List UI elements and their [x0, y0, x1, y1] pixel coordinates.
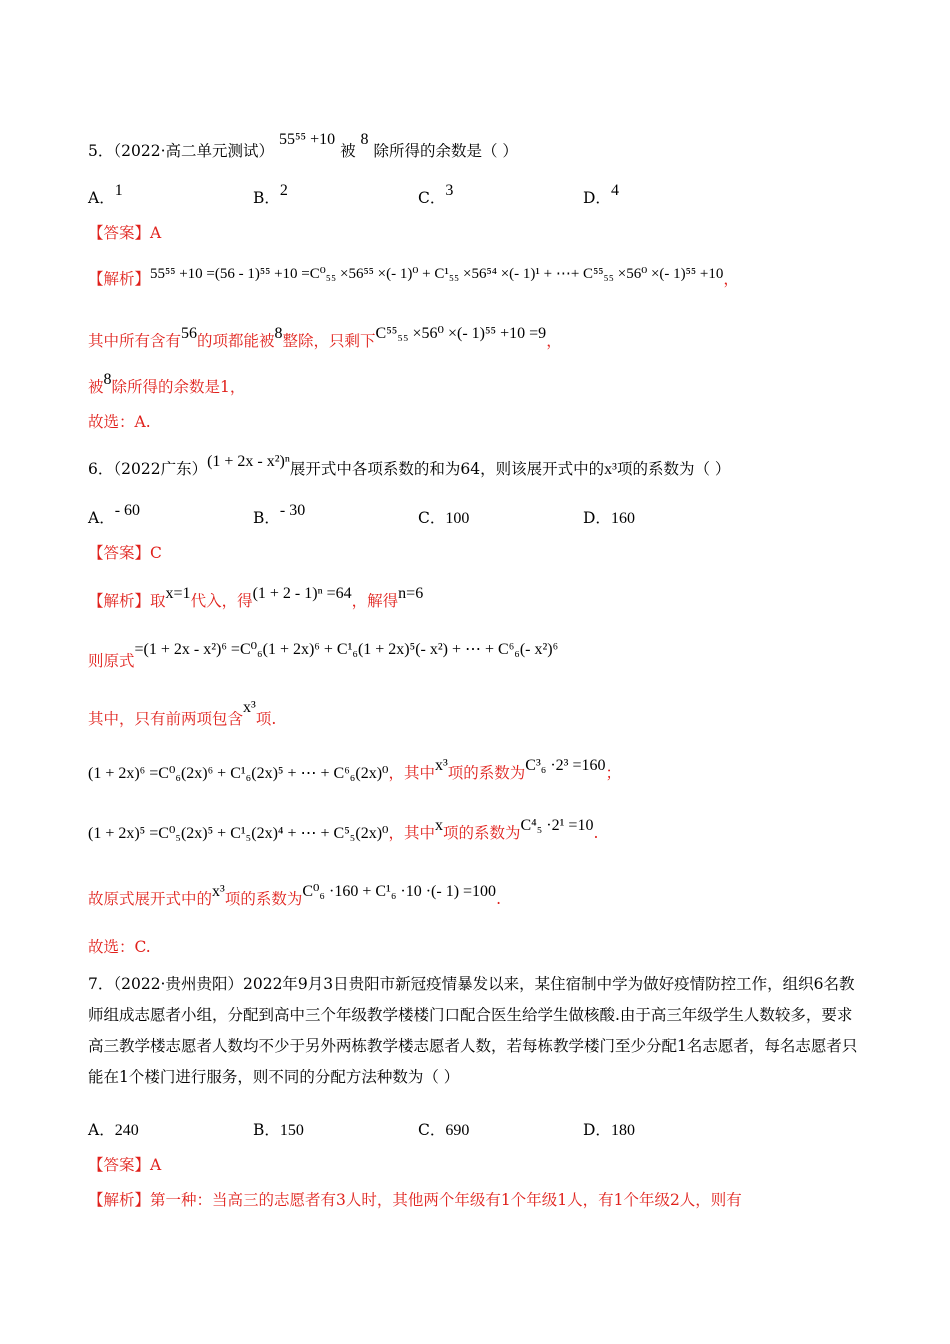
q7-stem: 7．（2022·贵州贵阳）2022年9月3日贵阳市新冠疫情暴发以来，某住宿制中学为做好疫情防控工作，组织6名教师组成志愿者小组，分配到高中三个年级教学楼楼门口配合医生给学生做核酸.由于高三年级学生人数较多，要求高三教学楼志愿者人数均不少于另外两栋教学楼志愿者人数，若每栋教学楼门至少分配1名志愿者，每名志愿者只能在1个楼门进行服务，则不同的分配方法种数为（ ） [88, 975, 858, 1086]
q7-option-c: C．690 [418, 1121, 470, 1139]
q7-option-d: D．180 [583, 1121, 635, 1139]
q6-analysis-line1: 【解析】取x=1代入，得(1 + 2 - 1)ⁿ =64，解得n=6 [88, 585, 424, 610]
q5-analysis-line3: 被8除所得的余数是1， [88, 371, 246, 396]
q5-option-a: A．1 [88, 182, 123, 207]
q5-stem: 5．（2022·高二单元测试） 55⁵⁵ +10 被 8 除所得的余数是（ ） [88, 131, 518, 160]
q6-option-a: A．- 60 [88, 502, 141, 527]
q6-stem: 6．（2022广东）(1 + 2x - x²)ⁿ展开式中各项系数的和为64，则该展开式中的x³项的系数为（ ） [88, 453, 731, 478]
q5-analysis-line2: 其中所有含有56的项都能被8整除，只剩下C⁵⁵₅₅ ×56⁰ ×(- 1)⁵⁵ +10 =9， [88, 325, 562, 350]
q7-option-a: A．240 [88, 1121, 139, 1139]
q6-analysis-line2: 则原式=(1 + 2x - x²)⁶ =C⁰₆(1 + 2x)⁶ + C¹₆(1 + 2x)⁵(- x²) + ⋯ + C⁶₆(- x²)⁶ [88, 641, 559, 670]
q6-analysis-line6: 故原式展开式中的x³项的系数为C⁰₆ ·160 + C¹₆ ·10 ·(- 1) =100. [88, 883, 501, 908]
q6-analysis-line5: (1 + 2x)⁵ =C⁰₅(2x)⁵ + C¹₅(2x)⁴ + ⋯ + C⁵₅(2x)⁰，其中x项的系数为C⁴₅ ·2¹ =10. [88, 817, 599, 842]
q5-option-d: D．4 [583, 182, 619, 207]
q6-option-c: C．100 [418, 509, 470, 527]
q7-analysis: 【解析】第一种：当高三的志愿者有3人时，其他两个年级有1个年级1人，有1个年级2人，则有 [88, 1191, 742, 1209]
q5-expr: 55⁵⁵ +10 [278, 131, 336, 148]
q6-option-b: B．- 30 [253, 502, 306, 527]
q5-answer: 【答案】A [88, 224, 162, 242]
q6-option-d: D．160 [583, 509, 635, 527]
q6-analysis-line3: 其中，只有前两项包含x³项. [88, 699, 277, 728]
q5-option-b: B．2 [253, 182, 288, 207]
q5-conclusion: 故选：A. [88, 413, 151, 431]
q7-answer: 【答案】A [88, 1156, 162, 1174]
q6-answer: 【答案】C [88, 544, 162, 562]
q6-analysis-line4: (1 + 2x)⁶ =C⁰₆(2x)⁶ + C¹₆(2x)⁵ + ⋯ + C⁶₆(2x)⁰，其中x³项的系数为C³₆ ·2³ =160； [88, 757, 621, 782]
q6-expr: (1 + 2x - x²)ⁿ [207, 453, 290, 470]
q5-analysis: 【解析】55⁵⁵ +10 =(56 - 1)⁵⁵ +10 =C⁰₅₅ ×56⁵⁵ ×(- 1)⁰ + C¹₅₅ ×56⁵⁴ ×(- 1)¹ + ⋯+ C⁵⁵₅₅ ×56⁰ ×(- 1)⁵⁵ +10， [88, 266, 739, 288]
q6-conclusion: 故选：C. [88, 938, 151, 956]
q7-option-b: B．150 [253, 1121, 304, 1139]
q5-option-c: C．3 [418, 182, 454, 207]
